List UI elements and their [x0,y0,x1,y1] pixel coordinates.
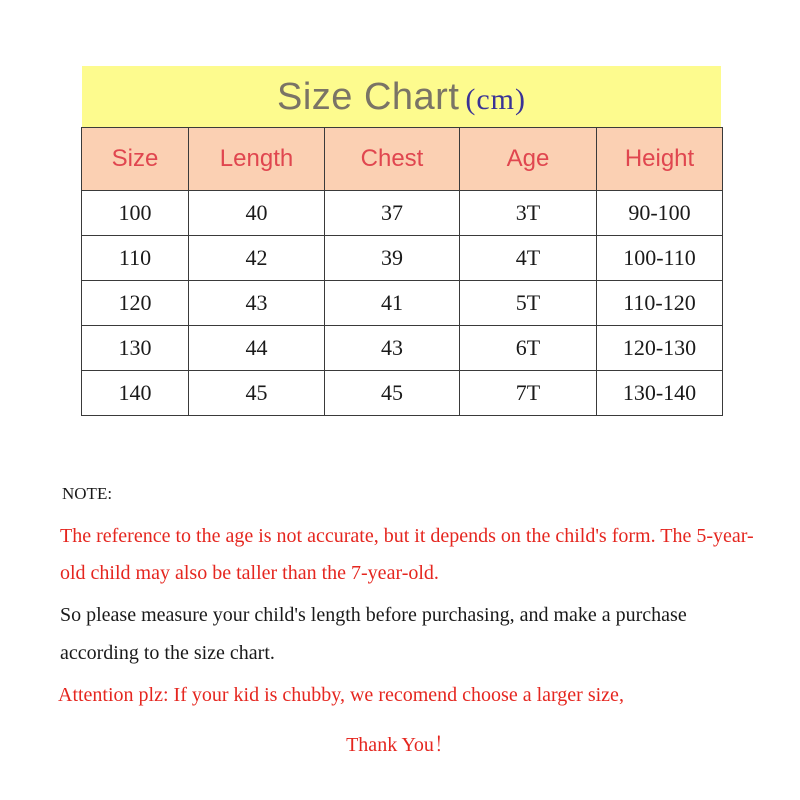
header-height: Height [597,128,723,191]
cell-length: 43 [189,281,325,326]
thank-you-text: Thank You！ [346,734,454,756]
cell-size: 110 [82,236,189,281]
cell-chest: 41 [325,281,460,326]
cell-length: 42 [189,236,325,281]
header-size: Size [82,128,189,191]
size-chart-title [82,76,721,119]
header-length: Length [189,128,325,191]
measure-instruction-text: So please measure your child's length before purchasing, and make a purchase according to the size chart. [60,604,687,664]
size-chart-banner [82,66,721,128]
cell-age: 3T [460,191,597,236]
table-row [82,236,723,281]
cell-height: 120-130 [597,326,723,371]
table-row [82,191,723,236]
cell-height: 110-120 [597,281,723,326]
cell-length: 44 [189,326,325,371]
table-row [82,281,723,326]
cell-size: 130 [82,326,189,371]
cell-size: 120 [82,281,189,326]
cell-height: 90-100 [597,191,723,236]
note-label: NOTE: [62,484,113,503]
table-header-row [82,128,723,191]
cell-age: 7T [460,371,597,416]
title-unit: (cm) [465,83,527,116]
header-age: Age [460,128,597,191]
table-row [82,326,723,371]
cell-age: 4T [460,236,597,281]
cell-chest: 45 [325,371,460,416]
cell-height: 130-140 [597,371,723,416]
table-row [82,371,723,416]
header-chest: Chest [325,128,460,191]
cell-chest: 37 [325,191,460,236]
title-text: Size Chart [276,76,460,118]
cell-height: 100-110 [597,236,723,281]
attention-text: Attention plz: If your kid is chubby, we recomend choose a larger size, [58,684,624,706]
cell-chest: 43 [325,326,460,371]
cell-size: 100 [82,191,189,236]
cell-age: 5T [460,281,597,326]
cell-chest: 39 [325,236,460,281]
cell-length: 45 [189,371,325,416]
cell-age: 6T [460,326,597,371]
cell-length: 40 [189,191,325,236]
cell-size: 140 [82,371,189,416]
age-disclaimer-text: The reference to the age is not accurate, but it depends on the child's form. The 5-year-old child may also be taller than the 7-year-old. [60,525,754,584]
size-table [81,127,723,416]
